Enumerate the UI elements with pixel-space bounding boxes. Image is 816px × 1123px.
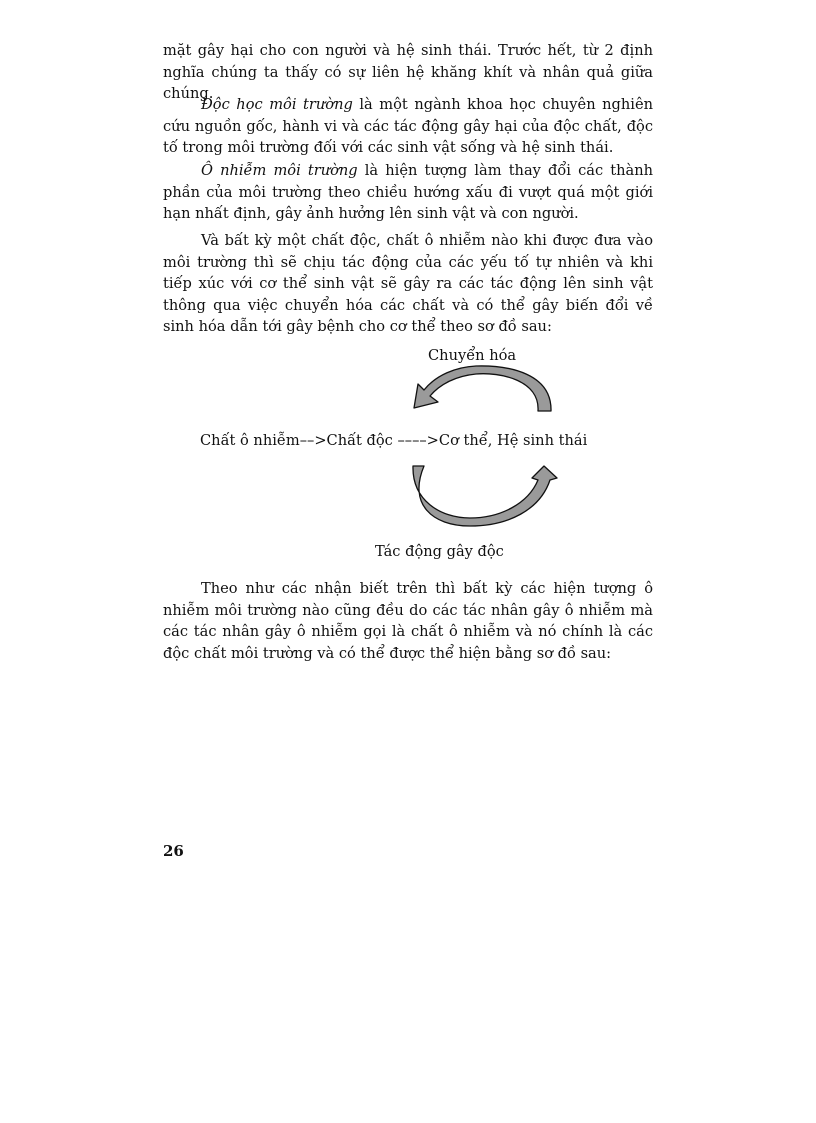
definition-pollution-text: là hiện tượng làm thay đổi các thành phần của môi trường theo chiều hướng xấu đi vượt quá một giới hạn nhất định, gây ảnh hưởng lên sinh vật và con người. [163,162,653,222]
definition-toxicology-text: là một ngành khoa học chuyên nghiên cứu nguồn gốc, hành vi và các tác động gây hại của độc chất, độc tố trong môi trường đối với các sinh vật sống và hệ sinh thái. [163,96,653,156]
toxic-effect-arrow [413,466,557,526]
paragraph-intro-text: mặt gây hại cho con người và hệ sinh thái. Trước hết, từ 2 định nghĩa chúng ta thấy có sự liên hệ khăng khít và nhân quả giữa chúng. [163,42,653,102]
paragraph-pollutants-text: Theo như các nhận biết trên thì bất kỳ các hiện tượng ô nhiễm môi trường nào cũng đều do các tác nhân gây ô nhiễm mà các tác nhân gây ô nhiễm gọi là chất ô nhiễm và nó chính là các độc chất môi trường và có thể được thể hiện bằng sơ đồ sau: [163,580,653,662]
diagram-label-metabolism: Chuyển hóa [428,347,517,364]
metabolism-arrow [414,366,551,411]
cycle-diagram [0,0,816,560]
diagram-chain-label: Chất ô nhiễm––>Chất độc ––––>Cơ thể, Hệ sinh thái [200,432,588,449]
page-number: 26 [163,842,184,860]
term-pollution: Ô nhiễm môi trường [201,162,358,179]
term-toxicology: Độc học môi trường [201,96,353,113]
paragraph-toxic-effects-text: Và bất kỳ một chất độc, chất ô nhiễm nào khi được đưa vào môi trường thì sẽ chịu tác động của các yếu tố tự nhiên và khi tiếp xúc với cơ thể sinh vật sẽ gây ra các tác động lên sinh vật thông qua việc chuyển hóa các chất và có thể gây biến đổi về sinh hóa dẫn tới gây bệnh cho cơ thể theo sơ đồ sau: [163,232,653,335]
metabolism-arrow-body [414,366,551,411]
paragraph-pollutants [163,578,653,664]
diagram-label-toxic-effect: Tác động gây độc [375,543,504,560]
toxic-effect-arrow-body [413,466,557,526]
